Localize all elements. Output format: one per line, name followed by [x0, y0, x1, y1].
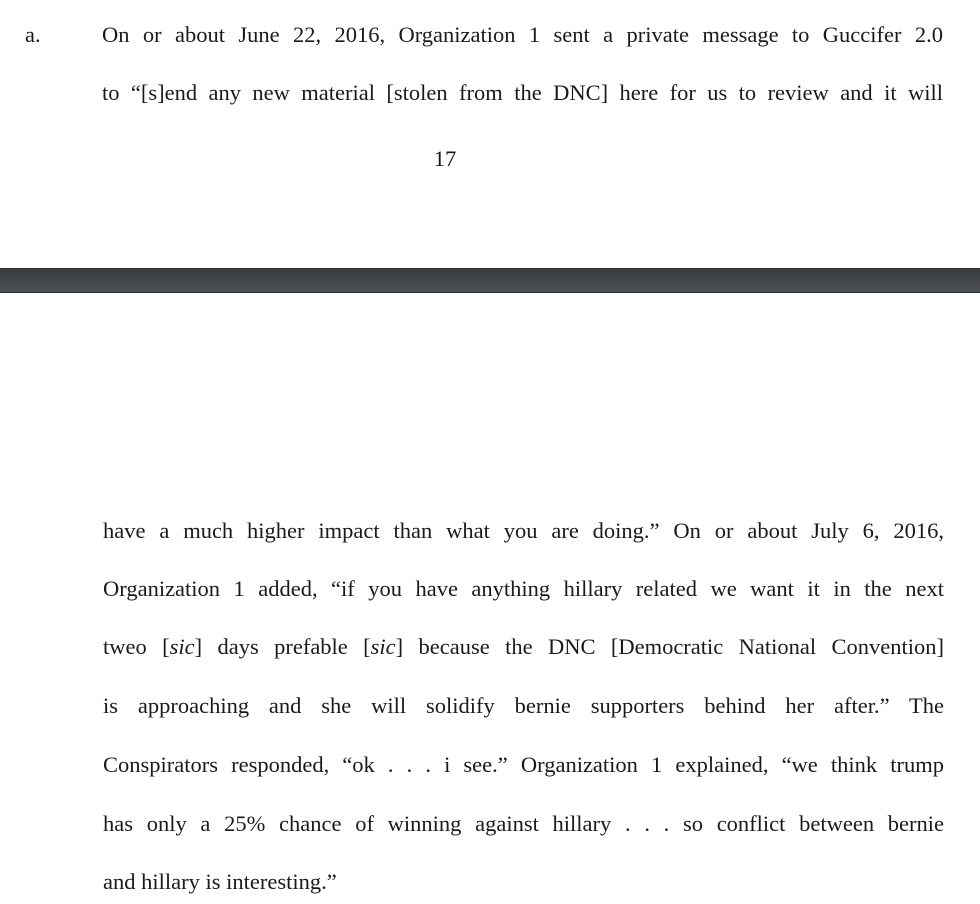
- sic-italic: sic: [169, 634, 195, 659]
- text-line: have a much higher impact than what you are doing.” On or about July 6, 2016,: [103, 518, 944, 543]
- text-line: and hillary is interesting.”: [103, 869, 337, 894]
- text-line: Organization 1 added, “if you have anything hillary related we want it in the next: [103, 576, 944, 601]
- text-line: Conspirators responded, “ok . . . i see.” Organization 1 explained, “we think trump: [103, 752, 944, 777]
- text-line: On or about June 22, 2016, Organization 1 sent a private message to Guccifer 2.0: [102, 22, 943, 47]
- page-divider: [0, 268, 980, 293]
- text-segment: ] days prefable [: [194, 634, 371, 659]
- sic-italic: sic: [370, 634, 396, 659]
- text-line: has only a 25% chance of winning against hillary . . . so conflict between bernie: [103, 811, 944, 836]
- text-segment: tweo [: [103, 634, 170, 659]
- text-line: [103, 633, 944, 661]
- list-item-label: a.: [25, 22, 41, 47]
- text-segment: ] because the DNC [Democratic National Convention]: [395, 634, 944, 659]
- text-line: to “[s]end any new material [stolen from the DNC] here for us to review and it will: [102, 80, 943, 105]
- page-number: 17: [433, 146, 457, 171]
- text-line: is approaching and she will solidify bernie supporters behind her after.” The: [103, 693, 944, 718]
